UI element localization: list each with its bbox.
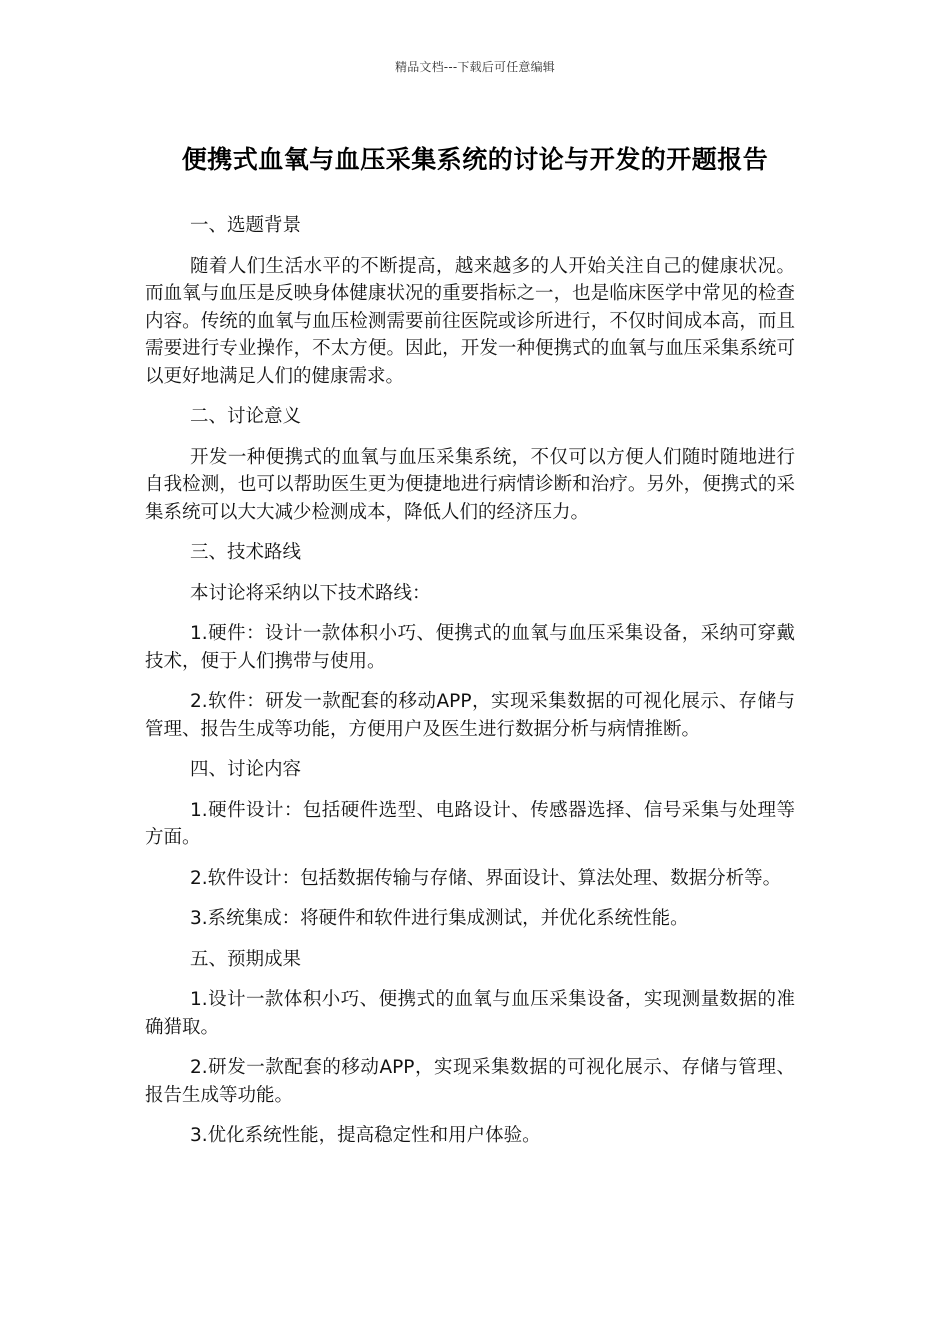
section-expected-results: [145, 946, 795, 1150]
list-item: 2.研发一款配套的移动APP，实现采集数据的可视化展示、存储与管理、报告生成等功能。: [145, 1057, 795, 1106]
section-heading: 五、预期成果: [190, 948, 302, 970]
list-item: 3.系统集成：将硬件和软件进行集成测试，并优化系统性能。: [190, 908, 689, 929]
list-item: 3.优化系统性能，提高稳定性和用户体验。: [190, 1125, 541, 1146]
section-technical-route: [145, 539, 795, 743]
section-significance: [145, 403, 795, 526]
document-body: [145, 212, 795, 1163]
section-heading: 四、讨论内容: [190, 759, 302, 780]
paragraph: 本讨论将采纳以下技术路线：: [190, 582, 431, 604]
section-content: [145, 756, 795, 933]
list-item: 1.设计一款体积小巧、便携式的血氧与血压采集设备，实现测量数据的准确猎取。: [145, 989, 795, 1038]
section-heading: 一、选题背景: [190, 215, 302, 236]
list-item: 1.硬件：设计一款体积小巧、便携式的血氧与血压采集设备，采纳可穿戴技术，便于人们携带与使用。: [145, 623, 795, 672]
list-item: 1.硬件设计：包括硬件选型、电路设计、传感器选择、信号采集与处理等方面。: [145, 799, 795, 848]
paragraph: 开发一种便携式的血氧与血压采集系统，不仅可以方便人们随时随地进行自我检测，也可以帮助医生更为便捷地进行病情诊断和治疗。另外，便携式的采集系统可以大大减少检测成本，降低人们的经济压力。: [145, 446, 795, 523]
section-background: [145, 212, 795, 390]
section-heading: 三、技术路线: [190, 542, 302, 563]
section-heading: 二、讨论意义: [190, 406, 302, 427]
list-item: 2.软件：研发一款配套的移动APP，实现采集数据的可视化展示、存储与管理、报告生成等功能，方便用户及医生进行数据分析与病情推断。: [145, 691, 795, 740]
header-note: 精品文档---下载后可任意编辑: [395, 60, 555, 74]
document-title: 便携式血氧与血压采集系统的讨论与开发的开题报告: [181, 145, 769, 174]
list-item: 2.软件设计：包括数据传输与存储、界面设计、算法处理、数据分析等。: [190, 867, 782, 889]
paragraph: 随着人们生活水平的不断提高，越来越多的人开始关注自己的健康状况。而血氧与血压是反映身体健康状况的重要指标之一，也是临床医学中常见的检查内容。传统的血氧与血压检测需要前往医院或诊所进行，不仅时间成本高，而且需要进行专业操作，不太方便。因此，开发一种便携式的血氧与血压采集系统可以更好地满足人们的健康需求。: [145, 255, 795, 387]
